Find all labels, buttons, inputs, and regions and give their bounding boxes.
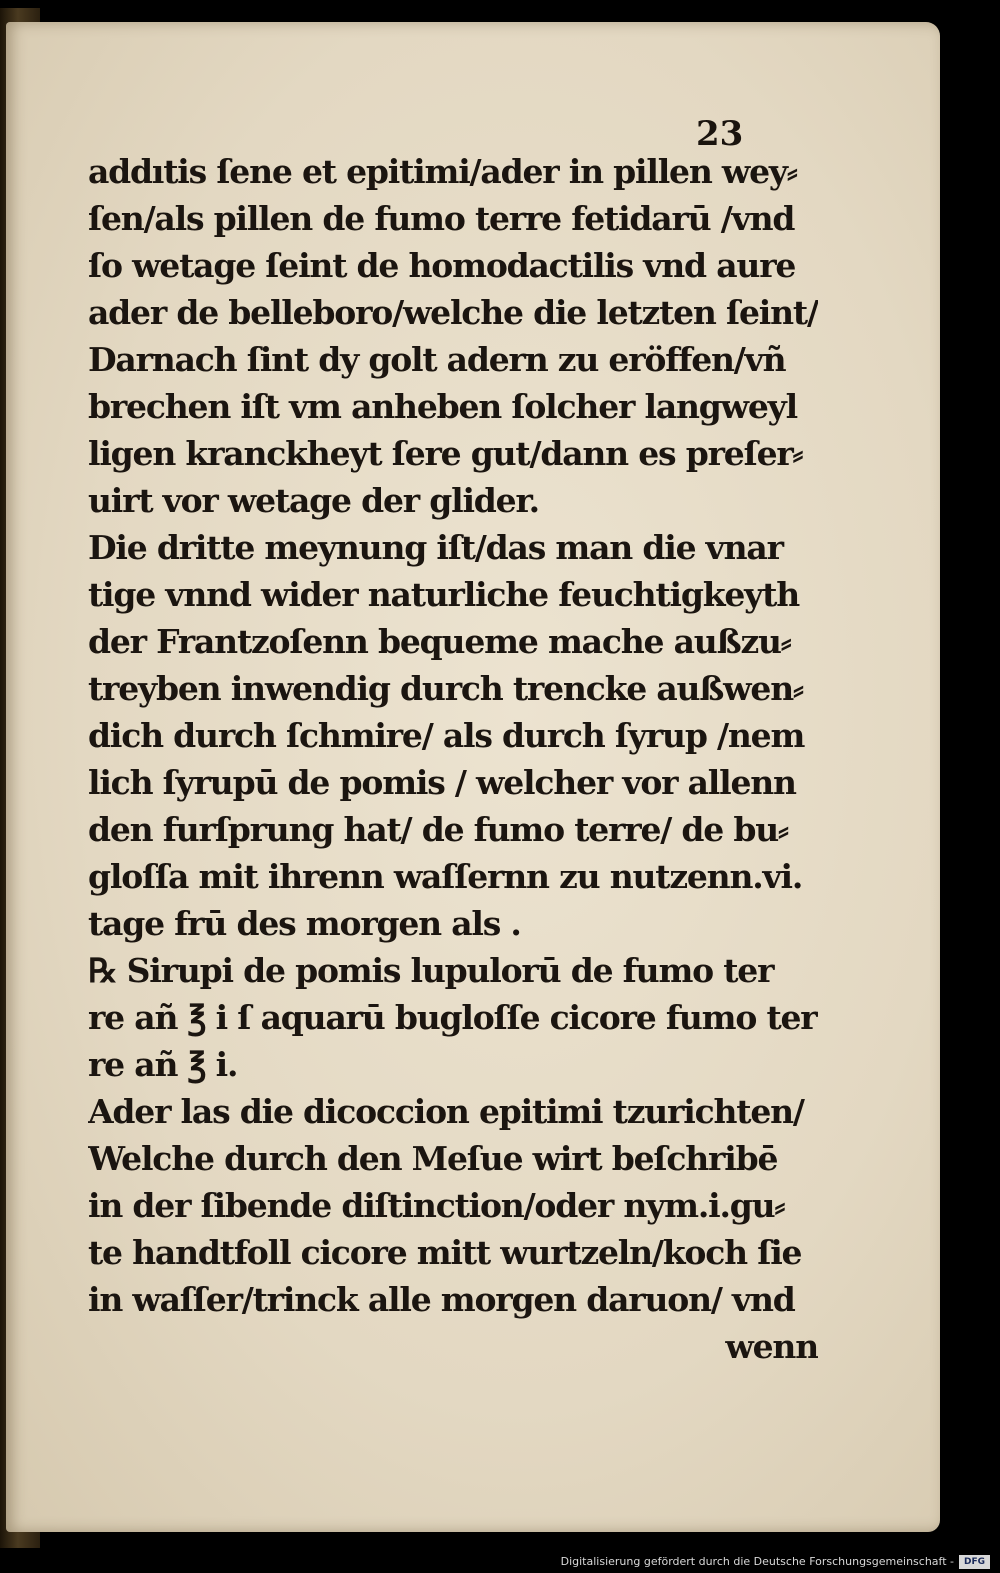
text-line: Welche durch den Meſue wirt beſchribē: [88, 1139, 778, 1178]
text-line: der Frantzoſenn bequeme mache außzu⸗: [88, 622, 791, 661]
text-line: den furſprung hat/ de fumo terre/ de bu⸗: [88, 810, 788, 849]
text-block: [88, 148, 818, 1370]
text-line: ſo wetage ſeint de homodactilis vnd aure: [88, 246, 796, 285]
text-line: re añ ℥ i.: [88, 1045, 238, 1084]
text-line: brechen iſt vm anheben ſolcher langweyl: [88, 387, 797, 426]
text-line: ℞ Sirupi de pomis lupulorū de fumo ter: [88, 951, 774, 990]
text-line: Ader las die dicoccion epitimi tzurichten/: [88, 1092, 804, 1131]
text-line: te handtfoll cicore mitt wurtzeln/koch ſie: [88, 1233, 802, 1272]
text-line: treyben inwendig durch trencke außwen⸗: [88, 669, 803, 708]
text-line: gloſſa mit ihrenn waſſernn zu nutzenn.vi.: [88, 857, 803, 896]
text-line: re añ ℥ i ſ aquarū bugloſſe cicore fumo ter: [88, 998, 817, 1037]
text-line: tage frū des morgen als .: [88, 904, 521, 943]
text-line: Die dritte meynung iſt/das man die vnar: [88, 528, 783, 567]
footer-bar: [0, 1552, 1000, 1573]
dfg-logo-icon: DFG: [959, 1555, 990, 1569]
catchword: wenn: [725, 1327, 818, 1366]
text-line: ligen kranckheyt ſere gut/dann es preſer⸗: [88, 434, 803, 473]
text-line: Darnach ſint dy golt adern zu eröffen/vñ: [88, 340, 786, 379]
book-page: [6, 22, 940, 1532]
page-number: 23: [696, 114, 744, 154]
text-line: tige vnnd wider naturliche feuchtigkeyth: [88, 575, 799, 614]
text-line: ader de belleboro/welche die letzten ſeint/: [88, 293, 818, 332]
text-line: in der ſibende diſtinction/oder nym.i.gu⸗: [88, 1186, 785, 1225]
text-line: addıtis ſene et epitimi/ader in pillen wey⸗: [88, 152, 797, 191]
text-line: in waſſer/trinck alle morgen daruon/ vnd: [88, 1280, 795, 1319]
text-line: lich ſyrupū de pomis / welcher vor allenn: [88, 763, 796, 802]
text-line: uirt vor wetage der glider.: [88, 481, 539, 520]
funding-credit: Digitalisierung gefördert durch die Deutsche Forschungsgemeinschaft -: [560, 1555, 954, 1568]
text-line: dich durch ſchmire/ als durch ſyrup /nem: [88, 716, 805, 755]
text-line: ſen/als pillen de fumo terre fetidarū /vnd: [88, 199, 795, 238]
